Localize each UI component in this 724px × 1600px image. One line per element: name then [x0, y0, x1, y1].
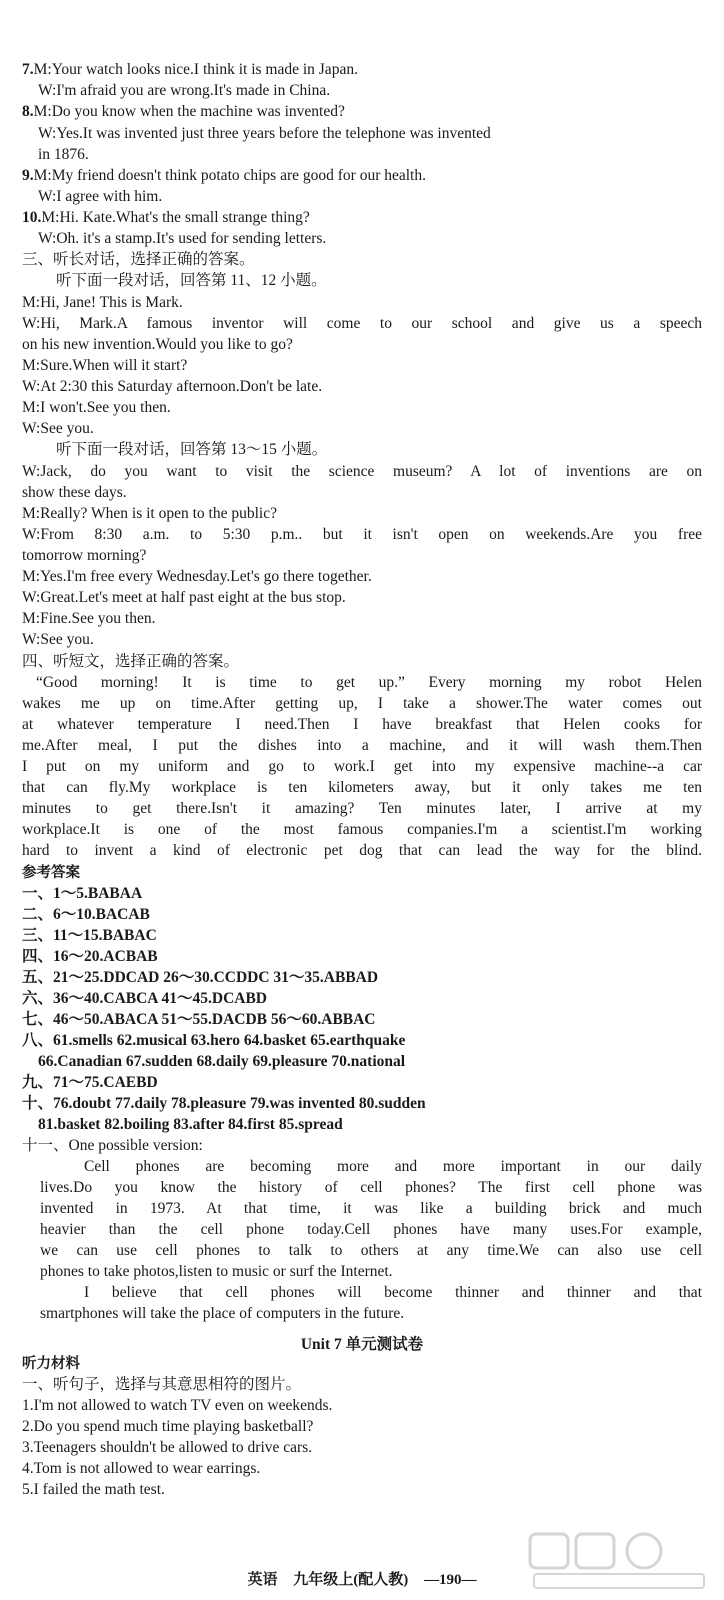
footer-grade: 九年级上(配人教): [293, 1572, 409, 1588]
dialogue-line: W:From 8:30 a.m. to 5:30 p.m.. but it isn't open on weekends.Are you free: [22, 526, 702, 543]
essay-line: we can use cell phones to talk to others at any time.We can also use cell: [40, 1242, 702, 1259]
passage-line: at whatever temperature I need.Then I have breakfast that Helen cooks for: [22, 716, 702, 733]
sentence-line: 1.I'm not allowed to watch TV even on weekends.: [22, 1397, 333, 1414]
answer-line: 十、76.doubt 77.daily 78.pleasure 79.was invented 80.sudden: [22, 1095, 426, 1112]
answer-line: 六、36～40.CABCA 41～45.DCABD: [22, 990, 267, 1007]
section-heading: 三、听长对话，选择正确的答案。: [22, 251, 255, 268]
sentence-line: 4.Tom is not allowed to wear earrings.: [22, 1460, 261, 1477]
answer-line: 十一、One possible version:: [22, 1137, 203, 1154]
dialogue-line: 9.M:My friend doesn't think potato chips are good for our health.: [22, 167, 426, 184]
passage-line: me.After meal, I put the dishes into a machine, and it will wash them.Then: [22, 737, 702, 754]
essay-line: lives.Do you know the history of cell phones? The first cell phone was: [40, 1179, 702, 1196]
passage-line: “Good morning! It is time to get up.” Every morning my robot Helen: [36, 674, 702, 691]
dialogue-line: in 1876.: [38, 146, 89, 163]
dialogue-line: W:See you.: [22, 420, 94, 437]
dialogue-line: show these days.: [22, 484, 127, 501]
listening-heading: 听力材料: [22, 1356, 80, 1372]
dialogue-line: M:Hi, Jane! This is Mark.: [22, 294, 183, 311]
passage-line: wakes me up on time.After getting up, I take a shower.The water comes out: [22, 695, 702, 712]
dialogue-line: 8.M:Do you know when the machine was invented?: [22, 103, 345, 120]
sentence-line: 5.I failed the math test.: [22, 1481, 165, 1498]
answer-line: 66.Canadian 67.sudden 68.daily 69.pleasure 70.national: [38, 1053, 406, 1070]
dialogue-line: W:Oh. it's a stamp.It's used for sending letters.: [38, 230, 327, 247]
essay-line: smartphones will take the place of computers in the future.: [40, 1305, 405, 1322]
section-heading: 四、听短文，选择正确的答案。: [22, 653, 240, 670]
dialogue-line: on his new invention.Would you like to go?: [22, 336, 293, 353]
dialogue-line: M:Fine.See you then.: [22, 610, 156, 627]
passage-line: minutes to get there.Isn't it amazing? Ten minutes later, I arrive at my: [22, 800, 702, 817]
dialogue-line: W:I'm afraid you are wrong.It's made in China.: [38, 82, 331, 99]
watermark-logo: [526, 1530, 716, 1592]
dialogue-line: tomorrow morning?: [22, 547, 147, 564]
passage-line: I put on my uniform and go to work.I get into my expensive machine--a car: [22, 758, 702, 775]
answer-line: 二、6～10.BACAB: [22, 906, 150, 923]
essay-line: invented in 1973. At that time, it was like a building brick and much: [40, 1200, 702, 1217]
answer-line: 八、61.smells 62.musical 63.hero 64.basket 65.earthquake: [22, 1032, 406, 1049]
dialogue-line: W:Great.Let's meet at half past eight at the bus stop.: [22, 589, 346, 606]
dialogue-line: M:Yes.I'm free every Wednesday.Let's go there together.: [22, 568, 372, 585]
essay-line: Cell phones are becoming more and more important in our daily: [84, 1158, 702, 1175]
dialogue-line: 10.M:Hi. Kate.What's the small strange thing?: [22, 209, 310, 226]
dialogue-line: W:I agree with him.: [38, 188, 163, 205]
answer-line: 一、1～5.BABAA: [22, 885, 143, 902]
sentence-line: 2.Do you spend much time playing basketball?: [22, 1418, 314, 1435]
answer-line: 四、16～20.ACBAB: [22, 948, 158, 965]
passage-line: hard to invent a kind of electronic pet dog that can lead the way for the blind.: [22, 842, 702, 859]
unit-title: Unit 7 单元测试卷: [300, 1336, 424, 1353]
answer-line: 七、46～50.ABACA 51～55.DACDB 56～60.ABBAC: [22, 1011, 376, 1028]
answer-line: 三、11～15.BABAC: [22, 927, 157, 944]
sentence-line: 3.Teenagers shouldn't be allowed to drive cars.: [22, 1439, 313, 1456]
passage-line: workplace.It is one of the most famous companies.I'm a scientist.I'm working: [22, 821, 702, 838]
answer-line: 五、21～25.DDCAD 26～30.CCDDC 31～35.ABBAD: [22, 969, 379, 986]
sub-instruction: 听下面一段对话，回答第 13～15 小题。: [56, 441, 328, 458]
dialogue-line: 7.M:Your watch looks nice.I think it is made in Japan.: [22, 61, 358, 78]
dialogue-line: M:Really? When is it open to the public?: [22, 505, 277, 522]
sub-instruction: 听下面一段对话，回答第 11、12 小题。: [56, 272, 327, 289]
footer-subject: 英语: [247, 1572, 278, 1588]
essay-line: phones to take photos,listen to music or surf the Internet.: [40, 1263, 393, 1280]
essay-line: I believe that cell phones will become thinner and thinner and that: [84, 1284, 702, 1301]
answer-line: 81.basket 82.boiling 83.after 84.first 85.spread: [38, 1116, 343, 1133]
answer-line: 九、71～75.CAEBD: [22, 1074, 158, 1091]
footer-page-number: —190—: [424, 1572, 477, 1588]
passage-line: that can fly.My workplace is ten kilometers away, but it only takes me ten: [22, 779, 702, 796]
section-heading: 一、听句子，选择与其意思相符的图片。: [22, 1376, 302, 1393]
dialogue-line: M:I won't.See you then.: [22, 399, 171, 416]
dialogue-line: W:At 2:30 this Saturday afternoon.Don't be late.: [22, 378, 323, 395]
dialogue-line: W:Jack, do you want to visit the science museum? A lot of inventions are on: [22, 463, 702, 480]
dialogue-line: W:Yes.It was invented just three years before the telephone was invented: [38, 125, 491, 142]
essay-line: heavier than the cell phone today.Cell phones have many uses.For example,: [40, 1221, 702, 1238]
dialogue-line: W:See you.: [22, 631, 94, 648]
dialogue-line: W:Hi, Mark.A famous inventor will come to our school and give us a speech: [22, 315, 702, 332]
answers-heading: 参考答案: [22, 865, 80, 881]
dialogue-line: M:Sure.When will it start?: [22, 357, 188, 374]
